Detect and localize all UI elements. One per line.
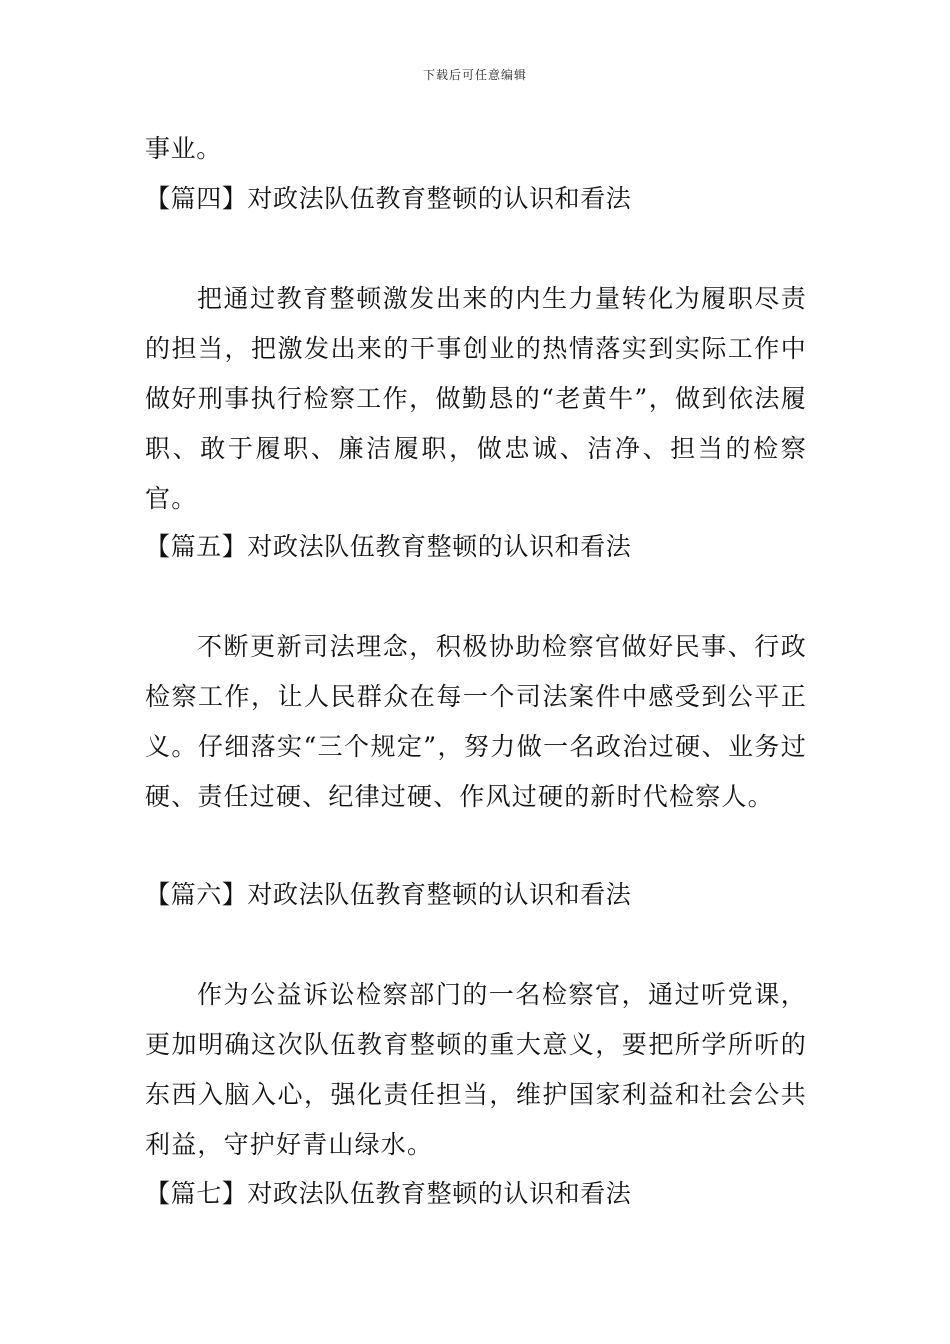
section-body-4: 把通过教育整顿激发出来的内生力量转化为履职尽责的担当，把激发出来的干事创业的热情落实到实际工作中做好刑事执行检察工作，做勤恳的“老黄牛”，做到依法履职、敢于履职、廉洁履职，做忠诚、洁净、担当的检察官。 [145, 284, 807, 513]
section-body-6: 作为公益诉讼检察部门的一名检察官，通过听党课，更加明确这次队伍教育整顿的重大意义，要把所学所听的东西入脑入心，强化责任担当，维护国家利益和社会公共利益，守护好青山绿水。 [145, 980, 807, 1159]
section-title-5: 【篇五】对政法队伍教育整顿的认识和看法 [145, 532, 632, 561]
intro-tail-text: 事业。 [145, 134, 222, 163]
section-title-6: 【篇六】对政法队伍教育整顿的认识和看法 [145, 880, 632, 909]
section-title-7: 【篇七】对政法队伍教育整顿的认识和看法 [145, 1179, 632, 1208]
section-title-4: 【篇四】对政法队伍教育整顿的认识和看法 [145, 184, 632, 213]
page-header: 下载后可任意编辑 [422, 68, 527, 82]
section-body-5: 不断更新司法理念，积极协助检察官做好民事、行政检察工作，让人民群众在每一个司法案件中感受到公平正义。仔细落实“三个规定”，努力做一名政治过硬、业务过硬、责任过硬、纪律过硬、作风过硬的新时代检察人。 [145, 632, 807, 811]
